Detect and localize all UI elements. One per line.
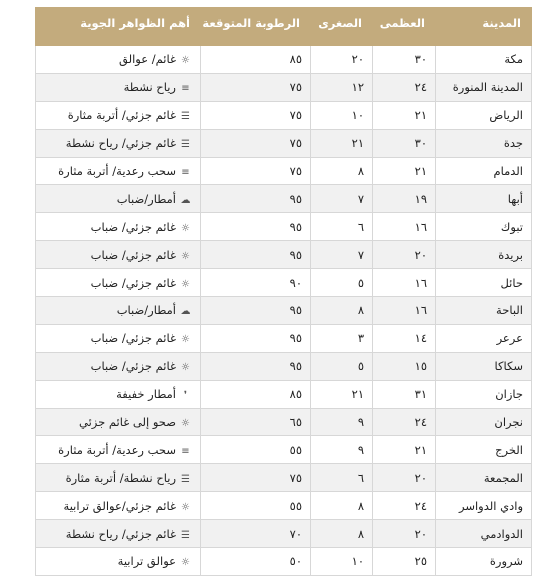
max-temp-cell bbox=[373, 436, 436, 464]
humidity-cell-value: ٩٠ bbox=[289, 275, 302, 290]
city-cell: الدمام bbox=[436, 157, 532, 185]
humidity-cell-value: ٨٥ bbox=[289, 52, 302, 67]
humidity-cell-value: ٧٠ bbox=[289, 526, 302, 541]
max-temp-cell bbox=[373, 380, 436, 408]
humidity-cell bbox=[201, 492, 311, 520]
fog-icon: ☰ bbox=[181, 529, 190, 541]
phenomenon-text: سحب رعدية/ أتربة مثارة bbox=[58, 442, 176, 457]
table-row bbox=[36, 269, 532, 297]
sun-cloud-icon: ☼ bbox=[181, 222, 190, 234]
city-cell: بريدة bbox=[436, 241, 532, 269]
table-row bbox=[36, 101, 532, 129]
humidity-cell bbox=[201, 269, 311, 297]
city-cell: الباحة bbox=[436, 297, 532, 325]
max-temp-cell bbox=[373, 520, 436, 548]
sun-cloud-icon: ☼ bbox=[181, 334, 190, 346]
min-temp-cell-value: ٥ bbox=[357, 359, 364, 374]
min-temp-cell-value: ١٠ bbox=[351, 108, 364, 123]
min-temp-cell bbox=[311, 157, 373, 185]
table-row bbox=[36, 73, 532, 101]
min-temp-cell-value: ٢١ bbox=[351, 387, 364, 402]
max-temp-cell bbox=[373, 129, 436, 157]
humidity-cell bbox=[201, 352, 311, 380]
min-temp-cell-value: ٨ bbox=[357, 498, 364, 513]
min-temp-cell-value: ٨ bbox=[357, 526, 364, 541]
max-temp-cell-value: ٣٠ bbox=[414, 52, 427, 67]
city-cell: عرعر bbox=[436, 324, 532, 352]
min-temp-cell-value: ١٢ bbox=[351, 80, 364, 95]
phenomenon-cell bbox=[36, 73, 201, 101]
phenomenon-text: غائم جزئي/ أتربة مثارة bbox=[67, 108, 176, 123]
city-cell: مكة bbox=[436, 46, 532, 74]
city-cell: المجمعة bbox=[436, 464, 532, 492]
table-row bbox=[36, 185, 532, 213]
table-row bbox=[36, 352, 532, 380]
phenomenon-cell bbox=[36, 380, 201, 408]
max-temp-cell-value: ١٦ bbox=[414, 219, 427, 234]
humidity-cell bbox=[201, 241, 311, 269]
phenomenon-cell bbox=[36, 352, 201, 380]
phenomenon-cell bbox=[36, 464, 201, 492]
phenomenon-text: عوالق ترابية bbox=[117, 554, 176, 569]
humidity-cell bbox=[201, 380, 311, 408]
humidity-cell-value: ٩٥ bbox=[289, 247, 302, 262]
table-row bbox=[36, 548, 532, 576]
table-row bbox=[36, 324, 532, 352]
min-temp-cell bbox=[311, 324, 373, 352]
min-temp-cell bbox=[311, 464, 373, 492]
max-temp-cell bbox=[373, 548, 436, 576]
humidity-cell-value: ٥٠ bbox=[289, 554, 302, 569]
phenomenon-cell bbox=[36, 157, 201, 185]
humidity-cell bbox=[201, 408, 311, 436]
phenomenon-cell bbox=[36, 436, 201, 464]
humidity-cell-value: ٧٥ bbox=[289, 80, 302, 95]
phenomenon-text: غائم جزئي/ رياح نشطة bbox=[65, 526, 176, 541]
table-row bbox=[36, 213, 532, 241]
min-temp-cell bbox=[311, 46, 373, 74]
max-temp-cell-value: ٢٤ bbox=[414, 80, 427, 95]
max-temp-cell bbox=[373, 408, 436, 436]
humidity-cell bbox=[201, 185, 311, 213]
wind-icon: ≡ bbox=[181, 445, 190, 457]
humidity-cell bbox=[201, 157, 311, 185]
phenomenon-text: أمطار خفيفة bbox=[116, 387, 176, 402]
humidity-cell bbox=[201, 101, 311, 129]
max-temp-cell-value: ١٦ bbox=[414, 303, 427, 318]
phenomenon-text: غائم جزئي/ ضباب bbox=[90, 359, 176, 374]
humidity-cell bbox=[201, 297, 311, 325]
min-temp-cell-value: ١٠ bbox=[351, 554, 364, 569]
phenomenon-text: صحو إلى غائم جزئي bbox=[79, 415, 176, 430]
fog-icon: ☰ bbox=[181, 473, 190, 485]
humidity-cell-value: ٨٥ bbox=[289, 387, 302, 402]
table-row bbox=[36, 46, 532, 74]
max-temp-cell bbox=[373, 73, 436, 101]
min-temp-cell-value: ٧ bbox=[357, 247, 364, 262]
phenomenon-cell bbox=[36, 46, 201, 74]
sun-cloud-icon: ☼ bbox=[181, 278, 190, 290]
phenomenon-cell bbox=[36, 269, 201, 297]
min-temp-cell bbox=[311, 492, 373, 520]
min-temp-cell-value: ٦ bbox=[357, 219, 364, 234]
min-temp-cell bbox=[311, 73, 373, 101]
phenomenon-text: أمطار/ضباب bbox=[116, 191, 176, 206]
max-temp-cell-value: ١٦ bbox=[414, 275, 427, 290]
table-row bbox=[36, 241, 532, 269]
city-cell: المدينة المنورة bbox=[436, 73, 532, 101]
table-row bbox=[36, 408, 532, 436]
phenomenon-cell bbox=[36, 129, 201, 157]
table-row bbox=[36, 380, 532, 408]
max-temp-cell bbox=[373, 157, 436, 185]
table-row bbox=[36, 129, 532, 157]
max-temp-cell bbox=[373, 492, 436, 520]
humidity-cell bbox=[201, 520, 311, 548]
humidity-cell-value: ٩٥ bbox=[289, 359, 302, 374]
phenomenon-text: رياح نشطة/ أتربة مثارة bbox=[65, 470, 176, 485]
max-temp-cell-value: ٢٤ bbox=[414, 498, 427, 513]
rain-cloud-icon: ☁ bbox=[180, 306, 191, 318]
min-temp-cell-value: ٥ bbox=[357, 275, 364, 290]
max-temp-cell bbox=[373, 352, 436, 380]
sun-cloud-icon: ☼ bbox=[181, 557, 190, 569]
humidity-cell-value: ٩٥ bbox=[289, 303, 302, 318]
table-row bbox=[36, 436, 532, 464]
max-temp-cell-value: ٢٠ bbox=[414, 247, 427, 262]
min-temp-cell bbox=[311, 241, 373, 269]
sun-cloud-icon: ☼ bbox=[181, 362, 190, 374]
humidity-cell bbox=[201, 548, 311, 576]
phenomenon-cell bbox=[36, 548, 201, 576]
humidity-cell-value: ٩٥ bbox=[289, 331, 302, 346]
city-cell: الدوادمي bbox=[436, 520, 532, 548]
humidity-cell-value: ٦٥ bbox=[289, 415, 302, 430]
humidity-cell bbox=[201, 436, 311, 464]
max-temp-cell-value: ٣٠ bbox=[414, 136, 427, 151]
city-cell: وادي الدواسر bbox=[436, 492, 532, 520]
rain-cloud-icon: ☁ bbox=[180, 194, 191, 206]
humidity-cell-value: ٩٥ bbox=[289, 219, 302, 234]
fog-icon: ☰ bbox=[181, 111, 190, 123]
phenomenon-text: غائم جزئي/عوالق ترابية bbox=[63, 498, 176, 513]
humidity-cell-value: ٧٥ bbox=[289, 164, 302, 178]
min-temp-cell-value: ٣ bbox=[357, 331, 364, 346]
city-column-header: المدينة bbox=[436, 8, 532, 46]
phenomenon-text: أمطار/ضباب bbox=[116, 303, 176, 318]
max-temp-cell bbox=[373, 185, 436, 213]
max-temp-cell bbox=[373, 101, 436, 129]
max-temp-cell bbox=[373, 213, 436, 241]
city-cell: نجران bbox=[436, 408, 532, 436]
max-temp-cell-value: ٣١ bbox=[414, 387, 427, 402]
phenomenon-text: غائم جزئي/ ضباب bbox=[90, 219, 176, 234]
weather-forecast-table bbox=[35, 7, 532, 576]
min-temp-cell bbox=[311, 297, 373, 325]
phenomenon-text: غائم جزئي/ ضباب bbox=[90, 331, 176, 346]
phenomenon-text: غائم جزئي/ ضباب bbox=[90, 275, 176, 290]
phenomenon-cell bbox=[36, 492, 201, 520]
sun-cloud-icon: ☼ bbox=[181, 250, 190, 262]
humidity-cell-value: ٧٥ bbox=[289, 470, 302, 485]
table-row bbox=[36, 464, 532, 492]
city-cell: سكاكا bbox=[436, 352, 532, 380]
sun-cloud-icon: ☼ bbox=[181, 418, 190, 430]
city-cell: الخرج bbox=[436, 436, 532, 464]
phenomenon-cell bbox=[36, 520, 201, 548]
humidity-cell bbox=[201, 46, 311, 74]
max-temp-cell-value: ١٥ bbox=[414, 359, 427, 374]
min-temp-cell-value: ٨ bbox=[357, 303, 364, 318]
humidity-cell-value: ٥٥ bbox=[289, 498, 302, 513]
max-temp-cell bbox=[373, 297, 436, 325]
min-temp-cell-value: ٢٠ bbox=[351, 52, 364, 67]
humidity-cell-value: ٧٥ bbox=[289, 108, 302, 123]
humidity-column-header: الرطوبة المتوقعة bbox=[201, 8, 311, 46]
city-cell: أبها bbox=[436, 185, 532, 213]
fog-icon: ☰ bbox=[181, 139, 190, 151]
phenomenon-text: غائم/ عوالق bbox=[119, 52, 176, 67]
max-temp-cell-value: ٢٠ bbox=[414, 470, 427, 485]
phenomenon-cell bbox=[36, 408, 201, 436]
min-temp-column-header: الصغرى bbox=[311, 8, 373, 46]
max-temp-cell-value: ١٤ bbox=[414, 331, 427, 346]
city-cell: حائل bbox=[436, 269, 532, 297]
phenomenon-cell bbox=[36, 213, 201, 241]
phenomenon-cell bbox=[36, 324, 201, 352]
table-body bbox=[36, 46, 532, 576]
min-temp-cell bbox=[311, 380, 373, 408]
max-temp-column-header: العظمى bbox=[373, 8, 436, 46]
min-temp-cell-value: ٨ bbox=[357, 164, 364, 178]
min-temp-cell bbox=[311, 408, 373, 436]
min-temp-cell bbox=[311, 548, 373, 576]
phenomenon-text: رياح نشطة bbox=[123, 80, 176, 95]
sun-cloud-icon: ☼ bbox=[181, 55, 190, 67]
city-cell: شرورة bbox=[436, 548, 532, 576]
min-temp-cell-value: ٩ bbox=[357, 415, 364, 430]
max-temp-cell-value: ٢١ bbox=[414, 108, 427, 123]
wind-icon: ≡ bbox=[181, 167, 190, 178]
max-temp-cell bbox=[373, 269, 436, 297]
city-cell: الرياض bbox=[436, 101, 532, 129]
phenomenon-text: سحب رعدية/ أتربة مثارة bbox=[58, 164, 176, 178]
min-temp-cell bbox=[311, 520, 373, 548]
min-temp-cell bbox=[311, 436, 373, 464]
phenomenon-cell bbox=[36, 185, 201, 213]
phenomenon-text: غائم جزئي/ رياح نشطة bbox=[65, 136, 176, 151]
humidity-cell bbox=[201, 73, 311, 101]
phenomenon-cell bbox=[36, 241, 201, 269]
table-row bbox=[36, 520, 532, 548]
min-temp-cell-value: ٦ bbox=[357, 470, 364, 485]
max-temp-cell bbox=[373, 241, 436, 269]
humidity-cell bbox=[201, 129, 311, 157]
phenomenon-text: غائم جزئي/ ضباب bbox=[90, 247, 176, 262]
max-temp-cell-value: ٢١ bbox=[414, 442, 427, 457]
min-temp-cell-value: ٩ bbox=[357, 442, 364, 457]
humidity-cell bbox=[201, 213, 311, 241]
max-temp-cell bbox=[373, 464, 436, 492]
max-temp-cell-value: ١٩ bbox=[414, 191, 427, 206]
table-row bbox=[36, 492, 532, 520]
min-temp-cell bbox=[311, 129, 373, 157]
max-temp-cell-value: ٢٤ bbox=[414, 415, 427, 430]
min-temp-cell-value: ٢١ bbox=[351, 136, 364, 151]
humidity-cell-value: ٥٥ bbox=[289, 442, 302, 457]
max-temp-cell bbox=[373, 46, 436, 74]
max-temp-cell-value: ٢١ bbox=[414, 164, 427, 178]
phenomena-column-header: أهم الظواهر الجوية bbox=[36, 8, 201, 46]
max-temp-cell-value: ٢٠ bbox=[414, 526, 427, 541]
city-cell: جدة bbox=[436, 129, 532, 157]
min-temp-cell bbox=[311, 213, 373, 241]
min-temp-cell bbox=[311, 269, 373, 297]
drizzle-icon: ❜ bbox=[183, 390, 188, 402]
max-temp-cell bbox=[373, 324, 436, 352]
city-cell: تبوك bbox=[436, 213, 532, 241]
wind-icon: ≡ bbox=[181, 83, 190, 95]
phenomenon-cell bbox=[36, 101, 201, 129]
city-cell: جازان bbox=[436, 380, 532, 408]
table-row bbox=[36, 157, 532, 185]
min-temp-cell bbox=[311, 185, 373, 213]
humidity-cell-value: ٧٥ bbox=[289, 136, 302, 151]
table-header-row bbox=[36, 8, 532, 46]
min-temp-cell bbox=[311, 352, 373, 380]
humidity-cell bbox=[201, 464, 311, 492]
humidity-cell-value: ٩٥ bbox=[289, 191, 302, 206]
min-temp-cell-value: ٧ bbox=[357, 191, 364, 206]
sun-cloud-icon: ☼ bbox=[181, 501, 190, 513]
table-row bbox=[36, 297, 532, 325]
humidity-cell bbox=[201, 324, 311, 352]
max-temp-cell-value: ٢٥ bbox=[414, 554, 427, 569]
phenomenon-cell bbox=[36, 297, 201, 325]
min-temp-cell bbox=[311, 101, 373, 129]
